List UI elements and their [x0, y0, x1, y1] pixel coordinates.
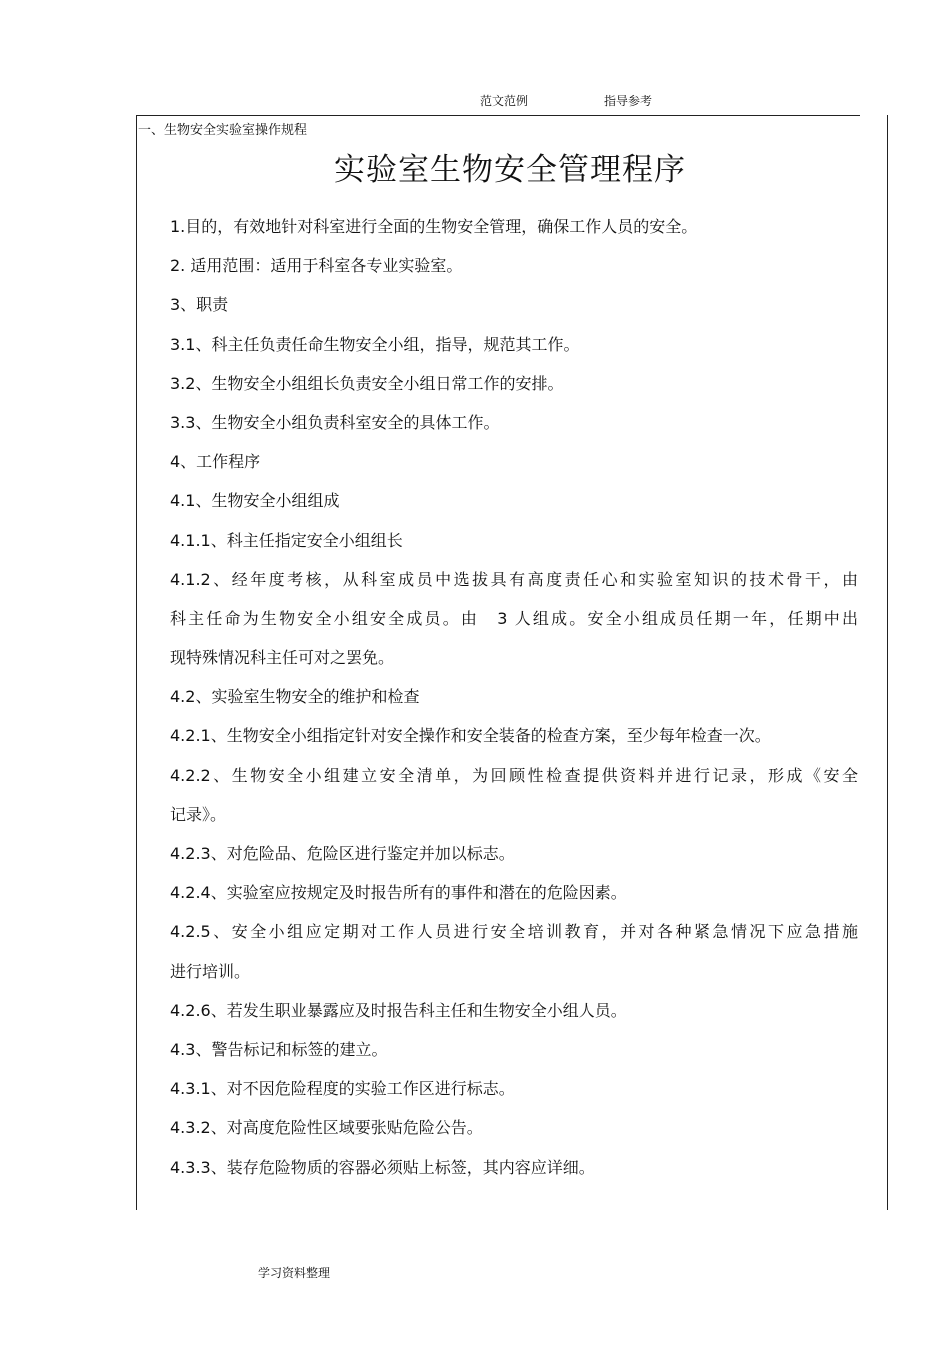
paragraph-line: 4.2.5、安全小组应定期对工作人员进行安全培训教育，并对各种紧急情况下应急措施	[170, 922, 858, 942]
paragraph-line: 4.3.3、装存危险物质的容器必须贴上标签，其内容应详细。	[170, 1157, 595, 1177]
table-border-left	[136, 115, 137, 1210]
paragraph-line: 4.2.4、实验室应按规定及时报告所有的事件和潜在的危险因素。	[170, 883, 627, 903]
paragraph-line: 4.2.1、生物安全小组指定针对安全操作和安全装备的检查方案，至少每年检查一次。	[170, 726, 771, 746]
table-border-right	[887, 115, 888, 1210]
paragraph-line: 4.2、实验室生物安全的维护和检查	[170, 687, 420, 707]
header-left-text: 范文范例	[480, 94, 529, 108]
paragraph-line: 科主任命为生物安全小组安全成员。由 3 人组成。安全小组成员任期一年，任期中出	[170, 608, 858, 628]
paragraph-line: 4.1.2、经年度考核，从科室成员中选拔具有高度责任心和实验室知识的技术骨干，由	[170, 569, 858, 589]
paragraph-line: 现特殊情况科主任可对之罢免。	[170, 648, 395, 668]
paragraph-line: 3、职责	[170, 295, 229, 315]
document-title: 实验室生物安全管理程序	[334, 152, 686, 188]
paragraph-line: 4.1、生物安全小组组成	[170, 491, 340, 511]
paragraph-line: 3.2、生物安全小组组长负责安全小组日常工作的安排。	[170, 373, 564, 393]
paragraph-line: 3.1、科主任负责任命生物安全小组，指导，规范其工作。	[170, 334, 580, 354]
document-body	[170, 207, 858, 1187]
paragraph-line: 3.3、生物安全小组负责科室安全的具体工作。	[170, 412, 500, 432]
paragraph-line: 4.3.2、对高度危险性区域要张贴危险公告。	[170, 1118, 483, 1138]
paragraph-line: 4.2.3、对危险品、危险区进行鉴定并加以标志。	[170, 844, 515, 863]
paragraph-line: 记录》。	[170, 804, 227, 824]
paragraph-line: 4.1.1、科主任指定安全小组组长	[170, 530, 403, 550]
paragraph-line: 4.3、警告标记和标签的建立。	[170, 1039, 388, 1059]
paragraph-line: 进行培训。	[170, 961, 251, 981]
paragraph-line: 4、工作程序	[170, 452, 261, 472]
page-footer: 学习资料整理	[258, 1266, 331, 1280]
header-divider	[136, 115, 860, 116]
section-label: 一、生物安全实验室操作规程	[138, 123, 308, 138]
paragraph-line: 1.目的，有效地针对科室进行全面的生物安全管理，确保工作人员的安全。	[170, 217, 698, 236]
paragraph-line: 4.2.6、若发生职业暴露应及时报告科主任和生物安全小组人员。	[170, 1000, 627, 1020]
page-header	[0, 92, 950, 112]
paragraph-line: 4.3.1、对不因危险程度的实验工作区进行标志。	[170, 1079, 515, 1099]
header-right-text: 指导参考	[604, 94, 653, 108]
paragraph-line: 4.2.2、生物安全小组建立安全清单，为回顾性检查提供资料并进行记录，形成《安全	[170, 765, 858, 785]
paragraph-line: 2. 适用范围：适用于科室各专业实验室。	[170, 256, 463, 276]
